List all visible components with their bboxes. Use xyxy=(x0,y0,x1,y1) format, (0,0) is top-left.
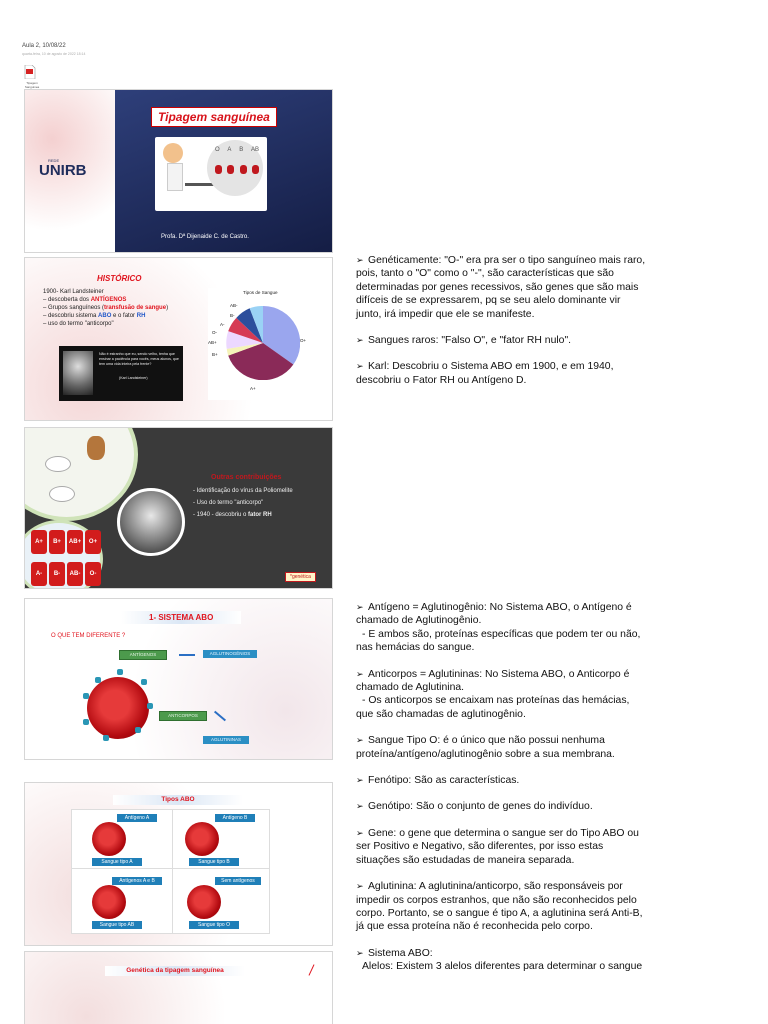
blood-types-chart: Tipos de Sangue AB- B- A- O- AB+ B+ O+ A+ xyxy=(208,288,310,400)
pdf-file-label: Tipagem Sanguinea xyxy=(24,81,40,89)
contribuicoes-heading: Outras contribuições xyxy=(211,474,282,481)
slide-heading: 1- SISTEMA ABO xyxy=(121,611,241,624)
anticorpos-box: ANTICORPOS xyxy=(159,711,207,721)
historico-list: 1900- Karl Landsteiner – descoberta dos ANTÍGENOS – Grupos sanguíneos (transfusão de sangue) – descobriu sistema ABO e o fator RH – uso do termo "anticorpo" xyxy=(43,289,169,327)
slide-sistema-abo xyxy=(24,598,333,760)
red-blood-cell xyxy=(185,822,219,856)
cell-tipo-ab: Antígenos A e B Sangue tipo AB xyxy=(71,868,173,934)
blood-bag: B- xyxy=(49,562,65,586)
slide-heading: HISTÓRICO xyxy=(97,274,142,283)
blood-bag: B+ xyxy=(49,530,65,554)
logo: UNIRB xyxy=(39,162,87,179)
contribuicoes-list: - Identificação do vírus da Poliomelite - Uso do termo "anticorpo" - 1940 - descobriu o fator RH xyxy=(193,488,293,518)
red-blood-cell xyxy=(187,885,221,919)
slide-author: Profa. Dª Dijenaide C. de Castro. xyxy=(161,234,249,240)
cell-tipo-o: Sem antígenos Sangue tipo O xyxy=(172,868,270,934)
blood-bag: O+ xyxy=(85,530,101,554)
arrow-icon xyxy=(179,654,195,656)
red-blood-cell xyxy=(92,885,126,919)
cell-tipo-b: Antígeno B Sangue tipo B xyxy=(172,809,270,869)
page-date: Aula 2, 10/08/22 xyxy=(22,43,66,49)
aglutininas-box: AGLUTININAS xyxy=(203,736,249,744)
pdf-file-icon[interactable] xyxy=(24,65,36,79)
red-blood-cell xyxy=(92,822,126,856)
slide-heading: Genética da tipagem sanguínea xyxy=(105,966,245,976)
antigenos-box: ANTÍGENOS xyxy=(119,650,167,660)
cell-tipo-a: Antígeno A Sangue tipo A xyxy=(71,809,173,869)
question: O QUE TEM DIFERENTE ? xyxy=(51,633,126,639)
portrait xyxy=(117,488,185,556)
blood-bag: O- xyxy=(85,562,101,586)
genetica-badge: *genética xyxy=(285,572,316,582)
lab-illustration: O A B AB xyxy=(155,137,267,211)
slide-historico xyxy=(24,257,333,421)
blood-bag: A- xyxy=(31,562,47,586)
blood-bag: AB+ xyxy=(67,530,83,554)
aglutinogenios-box: AGLUTINOGÊNIOS xyxy=(203,650,257,658)
rabbit-icon xyxy=(45,456,71,472)
slide-title xyxy=(24,89,333,253)
page-timestamp: quarta-feira, 10 de agosto de 2022 18:14 xyxy=(22,52,86,56)
logo-tag: REDE xyxy=(48,158,60,163)
blood-bag: A+ xyxy=(31,530,47,554)
monkey-icon xyxy=(87,436,105,460)
notes-block-1: ➢ Genéticamente: "O-" era pra ser o tipo sanguíneo mais raro, pois, tanto o "O" como o "-", são características que são determinadas por genes recessivos, são genes que são mais difíceis de se expressarem, pq se seu alelo dominante vir junto, irá impedir que ele se manifeste. ➢ Sangues raros: "Falso O", e "fator RH nulo". ➢ Karl: Descobriu o Sistema ABO em 1900, e em 1940, descobriu o Fator RH ou Antígeno D. xyxy=(356,255,646,386)
landsteiner-quote-card: Não é estranho que eu, sendo velho, tenha que ensinar a paciência para vocês, meus alunos, que tem uma vida inteira pela frente? (Karl Landsteiner) xyxy=(59,346,183,401)
arrow-icon xyxy=(214,711,226,722)
rabbit-icon xyxy=(49,486,75,502)
portrait xyxy=(63,351,93,395)
slide-contribuicoes xyxy=(24,427,333,589)
slide-tipos-abo xyxy=(24,782,333,946)
slide-heading: Tipagem sanguínea xyxy=(151,107,277,127)
slide-heading: Tipos ABO xyxy=(113,795,243,805)
notes-block-2: ➢ Antígeno = Aglutinogênio: No Sistema ABO, o Antígeno é chamado de Aglutinogênio. - E ambos são, proteínas específicas que podem ter ou não, nas hemácias do sangue. ➢ Anticorpos = Aglutininas: No Sistema ABO, o Anticorpo é chamado de Aglutinina. - Os anticorpos se encaixam nas proteínas das hemácias, que são chamadas de aglutinogênio. ➢ Sangue Tipo O: é o único que não possui nenhuma proteína/antígeno/aglutinogênio sobre a sua membrana. ➢ Fenótipo: São as características. ➢ Genótipo: São o conjunto de genes do indivíduo. ➢ Gene: o gene que determina o sangue ser do Tipo ABO ou ser Positivo e Negativo, são diferentes, por isso estas situações são estudadas de maneira separada. ➢ Aglutinina: A aglutinina/anticorpo, são responsáveis por impedir os corpos estranhos, que não são reconhecidos pelo corpo. Portanto, se o sangue é tipo A, a aglutinina será Anti-B, já que essa proteína não é reconhecida pelo corpo. ➢ Sistema ABO: Alelos: Existem 3 alelos diferentes para determinar o sangue xyxy=(356,602,643,973)
slide-genetica xyxy=(24,951,333,1024)
blood-bag: AB- xyxy=(67,562,83,586)
